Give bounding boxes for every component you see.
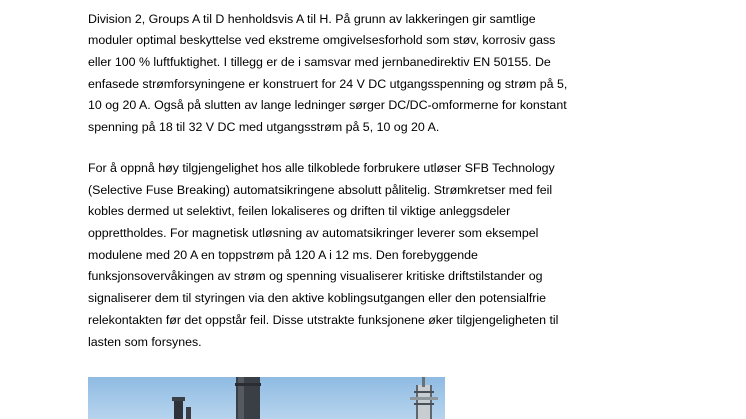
text-line: kobles dermed ut selektivt, feilen lokaliseres og driften til viktige anleggsdeler — [88, 204, 511, 219]
text-line: relekontakten før det oppstår feil. Disse utstrakte funksjonene øker tilgjengeligheten til — [88, 312, 559, 327]
right-tower-frame-a — [416, 385, 418, 419]
chimney-band — [235, 383, 261, 386]
right-tower-beam-b — [414, 403, 434, 405]
text-line: 10 og 20 A. Også på slutten av lange ledninger sørger DC/DC-omformerne for konstant — [88, 98, 567, 113]
text-line: moduler optimal beskyttelse ved ekstreme omgivelsesforhold som støv, korrosiv gass — [88, 33, 556, 48]
left-tower — [174, 399, 183, 419]
right-tower — [416, 385, 432, 419]
text-line: spenning på 18 til 32 V DC med utgangsstrøm på 5, 10 og 20 A. — [88, 120, 440, 135]
text-line: Division 2, Groups A til D henholdsvis A til H. På grunn av lakkeringen gir samtlige — [88, 11, 536, 26]
paragraph-power-supplies — [88, 0, 588, 139]
left-tower-cap — [172, 397, 185, 401]
right-tower-beam-a — [414, 391, 434, 393]
text-line: modulene med 20 A en toppstrøm på 120 A i 12 ms. Den forebyggende — [88, 247, 478, 262]
text-line: lasten som forsynes. — [88, 334, 202, 349]
text-line: enfasede strømforsyningene er konstruert for 24 V DC utgangsspenning og strøm på 5, — [88, 76, 568, 91]
right-tower-platform — [410, 397, 438, 400]
paragraph-sfb-technology — [88, 158, 588, 353]
text-line: For å oppnå høy tilgjengelighet hos alle tilkoblede forbrukere utløser SFB Technology — [88, 161, 555, 175]
text-line: (Selective Fuse Breaking) automatsikringene absolutt pålitelig. Strømkretser med feil — [88, 182, 553, 197]
sky — [88, 377, 445, 419]
text-line: opprettholdes. For magnetisk utløsning av automatsikringer leverer som eksempel — [88, 226, 539, 241]
right-tower-frame-b — [430, 385, 432, 419]
left-pipe — [186, 407, 191, 419]
right-tower-mast — [422, 377, 425, 387]
text-line: funksjonsovervåkingen av strøm og spenning visualiserer kritiske driftstilstander og — [88, 269, 543, 284]
industrial-plant-photo — [88, 377, 445, 419]
text-line: signaliserer dem til styringen via den aktive koblingsutgangen eller den potensialfrie — [88, 291, 547, 306]
text-line: eller 100 % luftfuktighet. I tillegg er de i samsvar med jernbanedirektiv EN 50155. De — [88, 55, 551, 70]
